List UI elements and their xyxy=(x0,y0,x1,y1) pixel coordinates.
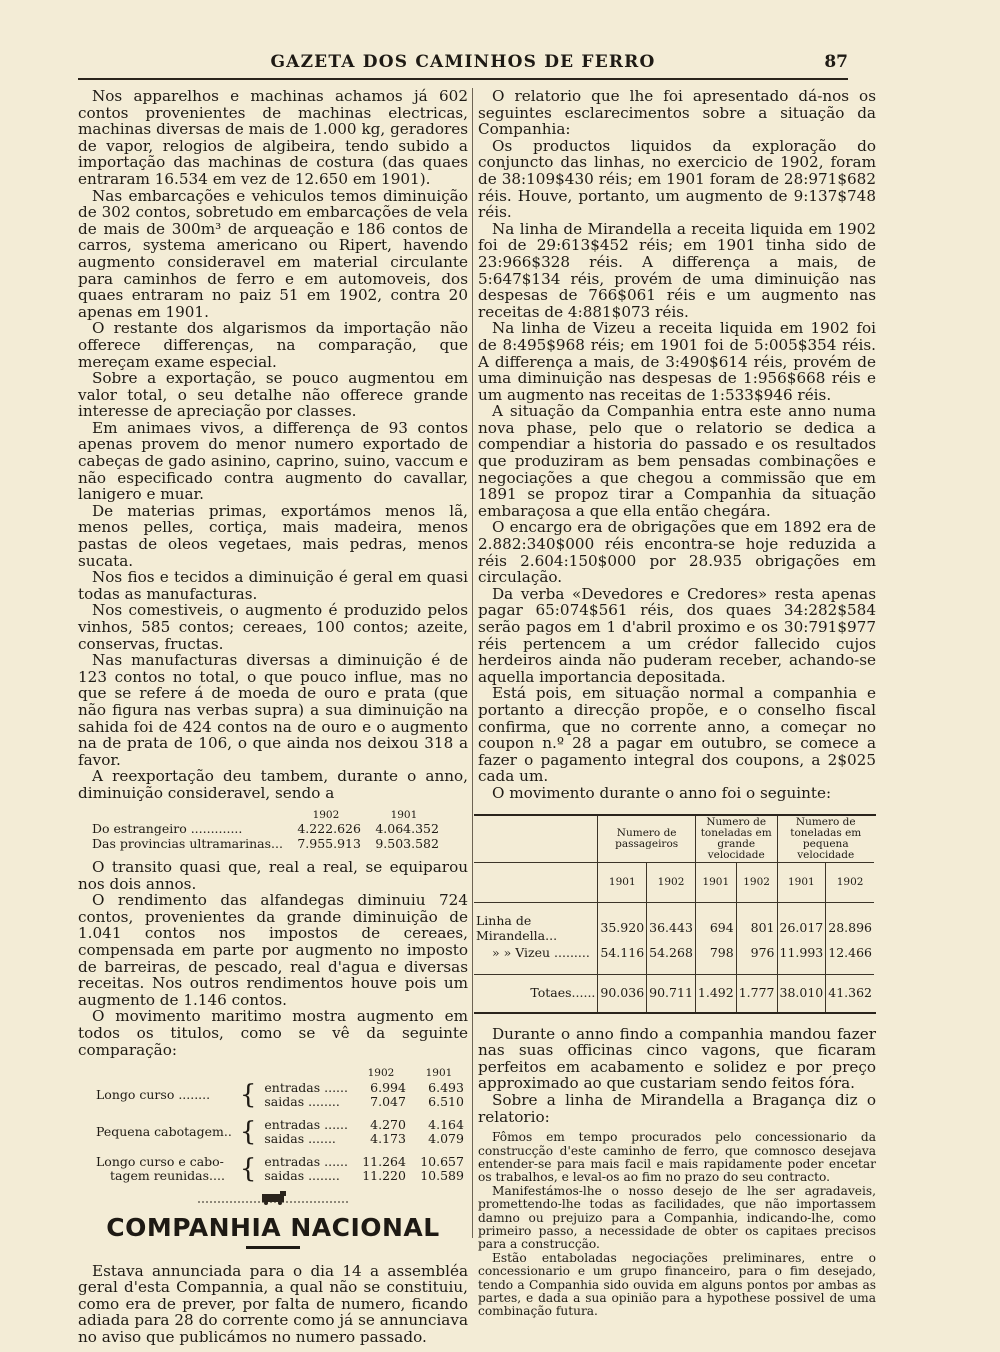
year-header: 1901 xyxy=(390,808,418,821)
value-cell: 4.270 xyxy=(370,1116,406,1132)
total-cell: 90.036 xyxy=(598,974,647,1012)
page-header xyxy=(78,52,848,80)
row-label: Das provincias ultramarinas... xyxy=(92,835,283,851)
paragraph: O rendimento das alfandegas diminuiu 724 contos, provenientes da grande diminuição de 1.041 contos nos impostos de cereaes, compensada em parte por augmento no imposto de barreiras, de pescado, real d'agua e diversas receitas. Nos outros rendimentos houve pois um augmento de 1.146 contos. xyxy=(78,891,468,1009)
year-header: 1901 xyxy=(695,862,736,902)
totals-row xyxy=(474,974,874,1012)
kind-label: saidas ........ xyxy=(264,1094,340,1110)
paragraph: Em animaes vivos, a differença de 93 contos apenas provem do menor numero exportado de cabeças de gado asinino, caprino, suino, vaccum e não especificado contra augmento do cavallar, lanigero e muar. xyxy=(78,418,468,504)
total-cell: 38.010 xyxy=(777,974,826,1012)
paragraph: O movimento durante o anno foi o seguinte: xyxy=(492,783,832,802)
value-cell: 26.017 xyxy=(777,902,826,944)
paragraph: O movimento maritimo mostra augmento em todos os titulos, como se vê da seguinte comparação: xyxy=(78,1007,468,1059)
paragraph: Nas embarcações e vehiculos temos diminuição de 302 contos, sobretudo em embarcações de vela de mais de 300m³ de arqueação e 186 contos de carros, systema americano ou Ripert, havendo augmento consideravel em material circulante para caminhos de ferro e em automoveis, dos quaes entraram no paiz 51 em 1902, contra 20 apenas em 1901. xyxy=(78,186,468,321)
table-row xyxy=(92,1169,468,1184)
value-cell: 801 xyxy=(736,902,777,944)
value-cell: 12.466 xyxy=(826,944,874,975)
paragraph: Os productos liquidos da exploração do conjuncto das linhas, no exercicio de 1902, foram de 38:109$430 réis; em 1901 foram de 28:971$682 réis. Houve, portanto, um augmento de 9:137$748 réis. xyxy=(478,136,876,222)
total-cell: 1.777 xyxy=(736,974,777,1012)
quoted-paragraph: Fômos em tempo procurados pelo concessionario da construcção d'este caminho de ferro, que comnosco desejava entender-se para mais facil e mais rapidamente poder encetar os trabalhos, e leval-os ao fim no prazo do seu contracto. xyxy=(478,1130,876,1185)
paragraph: Sobre a linha de Mirandella a Bragança diz o relatorio: xyxy=(478,1090,876,1126)
quoted-paragraph: Estão entaboladas negociações preliminares, entre o concessionario e um grupo financeiro, para o fim desejado, tendo a Companhia sido ouvida em alguns pontos por ambas as partes, e dada a sua opinião para a hypothese possivel de uma combinação futura. xyxy=(478,1250,876,1319)
paragraph: Está pois, em situação normal a companhia e portanto a direcção propõe, e o conselho fiscal confirma, que no corrente anno, a começar no coupon n.º 28 a pagar em outubro, se comece a fazer o pagamento integral dos coupons, a 2$025 cada um. xyxy=(478,684,876,786)
year-header: 1902 xyxy=(826,862,874,902)
page-number: 87 xyxy=(824,52,848,72)
table-row xyxy=(92,1118,468,1133)
year-header: 1902 xyxy=(312,808,340,821)
maritime-table xyxy=(92,1066,468,1184)
train-ornament-icon xyxy=(78,1190,468,1209)
paragraph: Na linha de Mirandella a receita liquida em 1902 foi de 29:613$452 réis; em 1901 tinha sido de 23:966$328 réis. A differença a mais, de 5:647$134 réis, provém de uma diminuição nas despesas de 766$061 réis e um augmento nas receitas de 4:881$073 réis. xyxy=(478,219,876,321)
value-cell: 4.079 xyxy=(428,1131,464,1147)
column-header: Numero de passageiros xyxy=(598,816,696,863)
quoted-paragraph: Manifestámos-lhe o nosso desejo de lhe ser agradaveis, promettendo-lhe todas as facilidades, que não importassem damno ou prejuizo para a Companhia, indicando-lhe, como primeiro passo, a necessidade de obter os capitaes precisos para a construcção. xyxy=(478,1183,876,1252)
value-cell: 54.268 xyxy=(647,944,696,975)
brace: { xyxy=(239,1080,257,1111)
kind-label: entradas ...... xyxy=(264,1153,348,1169)
year-header: 1901 xyxy=(777,862,826,902)
kind-label: entradas ...... xyxy=(264,1079,348,1095)
value-cell: 6.510 xyxy=(428,1094,464,1110)
paragraph: O restante dos algarismos da importação não offerece differenças, na comparação, que mereçam exame especial. xyxy=(78,319,468,371)
value-cell: 9.503.582 xyxy=(375,835,439,851)
row-label: Do estrangeiro ............. xyxy=(92,821,243,837)
paragraph: Da verba «Devedores e Credores» resta apenas pagar 65:074$561 réis, dos quaes 34:282$584 serão pagos em 1 d'abril proximo e os 30:791$977 réis pertencem a um crédor fallecido cujos herdeiros ainda não puderam receber, achando-se aquella importancia depositada. xyxy=(478,584,876,686)
table-row xyxy=(474,902,874,944)
row-label: Linha de Mirandella... xyxy=(476,912,558,943)
total-cell: 41.362 xyxy=(826,974,874,1012)
value-cell: 10.657 xyxy=(420,1153,464,1169)
value-cell: 35.920 xyxy=(598,902,647,944)
paragraph: Estava annunciada para o dia 14 a assembléa geral d'esta Compannia, a qual não se constituiu, como era de prever, por falta de numero, ficando adiada para 28 do corrente como já se annunciava no aviso que publicámos no numero passado. xyxy=(78,1261,468,1347)
value-cell: 36.443 xyxy=(647,902,696,944)
value-cell: 6.493 xyxy=(428,1079,464,1095)
total-cell: 90.711 xyxy=(647,974,696,1012)
value-cell: 54.116 xyxy=(598,944,647,975)
value-cell: 7.955.913 xyxy=(297,835,361,851)
paragraph: Nos comestiveis, o augmento é produzido pelos vinhos, 585 contos; cereaes, 100 contos; azeite, conservas, fructas. xyxy=(78,601,468,653)
table-row xyxy=(92,1081,468,1096)
row-label: » » Vizeu ......... xyxy=(492,944,590,960)
value-cell: 4.164 xyxy=(428,1116,464,1132)
left-column xyxy=(78,88,468,1346)
brace: { xyxy=(239,1154,257,1185)
paragraph: A reexportação deu tambem, durante o anno, diminuição consideravel, sendo a xyxy=(78,767,468,802)
table-row xyxy=(92,1155,468,1170)
title-underline xyxy=(246,1246,300,1249)
group-label: Longo curso e cabo- xyxy=(96,1153,224,1169)
value-cell: 4.064.352 xyxy=(375,821,439,837)
paragraph: O transito quasi que, real a real, se equiparou nos dois annos. xyxy=(78,858,468,893)
group-label: Pequena cabotagem.. xyxy=(96,1123,232,1139)
column-header: Numero de toneladas em pequena velocidade xyxy=(777,816,874,863)
value-cell: 694 xyxy=(695,902,736,944)
paragraph: O encargo era de obrigações que em 1892 era de 2.882:340$000 réis encontra-se hoje reduzida a réis 2.604:150$000 por 28.935 obrigações em circulação. xyxy=(478,518,876,587)
column-header: Numero de toneladas em grande velocidade xyxy=(695,816,777,863)
value-cell: 11.993 xyxy=(777,944,826,975)
group-label: tagem reunidas.... xyxy=(110,1168,225,1184)
publication-title: GAZETA DOS CAMINHOS DE FERRO xyxy=(270,52,656,72)
value-cell: 7.047 xyxy=(370,1094,406,1110)
row-label: Totaes...... xyxy=(530,984,596,1000)
year-header: 1901 xyxy=(425,1067,453,1080)
value-cell: 976 xyxy=(736,944,777,975)
movement-table xyxy=(474,816,874,1012)
group-label: Longo curso ........ xyxy=(96,1086,211,1102)
right-column xyxy=(478,88,876,1319)
paragraph: Nas manufacturas diversas a diminuição é de 123 contos no total, o que pouco influe, mas no que se refere á de moeda de ouro e prata (que não figura nas verbas supra) a sua diminuição na sahida foi de 424 contos na de ouro e o augmento na de prata de 106, o que ainda nos deixou 318 a favor. xyxy=(78,651,468,769)
movement-table-frame xyxy=(474,814,876,1014)
column-divider xyxy=(472,88,473,1238)
kind-label: saidas ........ xyxy=(264,1168,340,1184)
paragraph: De materias primas, exportámos menos lã, menos pelles, cortiça, mais madeira, menos pastas de oleos vegetaes, mais pedras, menos sucata. xyxy=(78,501,468,570)
kind-label: entradas ...... xyxy=(264,1116,348,1132)
table-row xyxy=(474,944,874,975)
paragraph: Nos apparelhos e machinas achamos já 602 contos provenientes de machinas electricas, machinas diversas de mais de 1.000 kg, geradores de vapor, relogios de algibeira, tendo subido a importação das machinas de costura (das quaes entraram 16.534 em vez de 12.650 em 1901). xyxy=(78,87,468,188)
paragraph: A situação da Companhia entra este anno numa nova phase, pelo que o relatorio se dedica a compendiar a historia do passado e os resultados que produziram as bem pensadas combinações e negociações a que chegou a commissão que em 1891 se propoz tirar a Companhia da situação embaraçosa a que ella então chegára. xyxy=(478,402,876,520)
value-cell: 11.264 xyxy=(362,1153,406,1169)
value-cell: 798 xyxy=(695,944,736,975)
year-header: 1902 xyxy=(736,862,777,902)
paragraph: Sobre a exportação, se pouco augmentou em valor total, o seu detalhe não offerece grande interesse de apreciação por classes. xyxy=(78,369,468,421)
table-row xyxy=(88,837,443,852)
paragraph: Nos fios e tecidos a diminuição é geral em quasi todas as manufacturas. xyxy=(78,568,468,603)
section-title: COMPANHIA NACIONAL xyxy=(106,1212,440,1242)
paragraph: Durante o anno findo a companhia mandou fazer nas suas officinas cinco vagons, que ficaram perfeitos em acabamento e solidez e por preço approximado ao que custariam sendo feitos fóra. xyxy=(478,1024,876,1093)
value-cell: 4.173 xyxy=(370,1131,406,1147)
paragraph: O relatorio que lhe foi apresentado dá-nos os seguintes esclarecimentos sobre a situação da Companhia: xyxy=(478,87,876,139)
year-header: 1901 xyxy=(598,862,647,902)
table-row xyxy=(88,822,443,837)
total-cell: 1.492 xyxy=(695,974,736,1012)
paragraph: Na linha de Vizeu a receita liquida em 1902 foi de 8:495$968 réis; em 1901 foi de 5:005$354 réis. A differença a mais, de 3:490$614 réis, provém de uma diminuição nas despesas de 1:956$668 réis e um augmento nas receitas de 1:533$946 réis. xyxy=(478,319,876,404)
value-cell: 4.222.626 xyxy=(297,821,361,837)
year-header: 1902 xyxy=(647,862,696,902)
value-cell: 28.896 xyxy=(826,902,874,944)
reexport-table xyxy=(88,808,443,852)
year-header: 1902 xyxy=(367,1067,395,1080)
brace: { xyxy=(239,1117,257,1148)
value-cell: 6.994 xyxy=(370,1079,406,1095)
kind-label: saidas ....... xyxy=(264,1131,336,1147)
value-cell: 10.589 xyxy=(420,1168,464,1184)
value-cell: 11.220 xyxy=(362,1168,406,1184)
